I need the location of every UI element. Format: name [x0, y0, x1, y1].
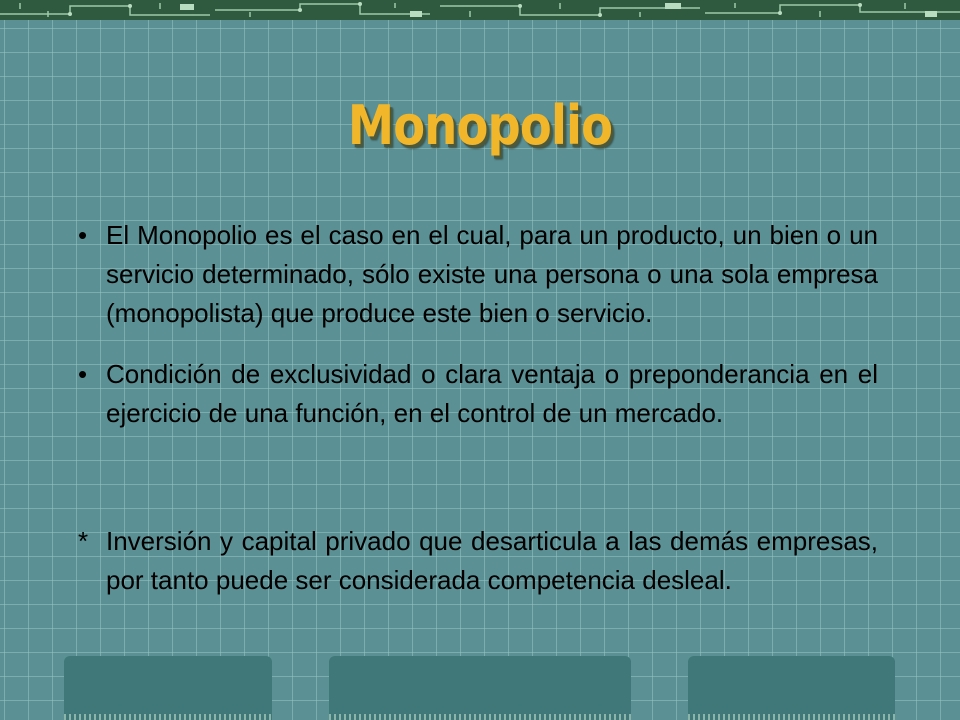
bullet-list [78, 216, 878, 455]
bullet-item [78, 216, 878, 333]
tab-rail-decoration [329, 714, 631, 720]
star-note-text: Inversión y capital privado que desarticula a las demás empresas, por tanto puede ser considerada competencia desleal. [106, 526, 878, 595]
tab-rail-decoration [688, 714, 895, 720]
bullet-text: El Monopolio es el caso en el cual, para un producto, un bien o un servicio determinado, sólo existe una persona o una sola empresa (monopolista) que produce este bien o servicio. [106, 220, 878, 328]
slide-title: Monopolio [347, 94, 613, 157]
star-note [78, 522, 878, 600]
star-marker: * [78, 526, 89, 556]
footer-tab-right [688, 656, 895, 720]
bullet-marker: • [78, 359, 88, 389]
bullet-text: Condición de exclusividad o clara ventaja o preponderancia en el ejercicio de una función, en el control de un mercado. [106, 359, 878, 428]
bullet-item [78, 355, 878, 433]
bullet-marker: • [78, 220, 88, 250]
circuit-board-decoration [0, 0, 960, 20]
footer-tab-center [329, 656, 631, 720]
tab-rail-decoration [64, 714, 272, 720]
footer-tab-left [64, 656, 272, 720]
